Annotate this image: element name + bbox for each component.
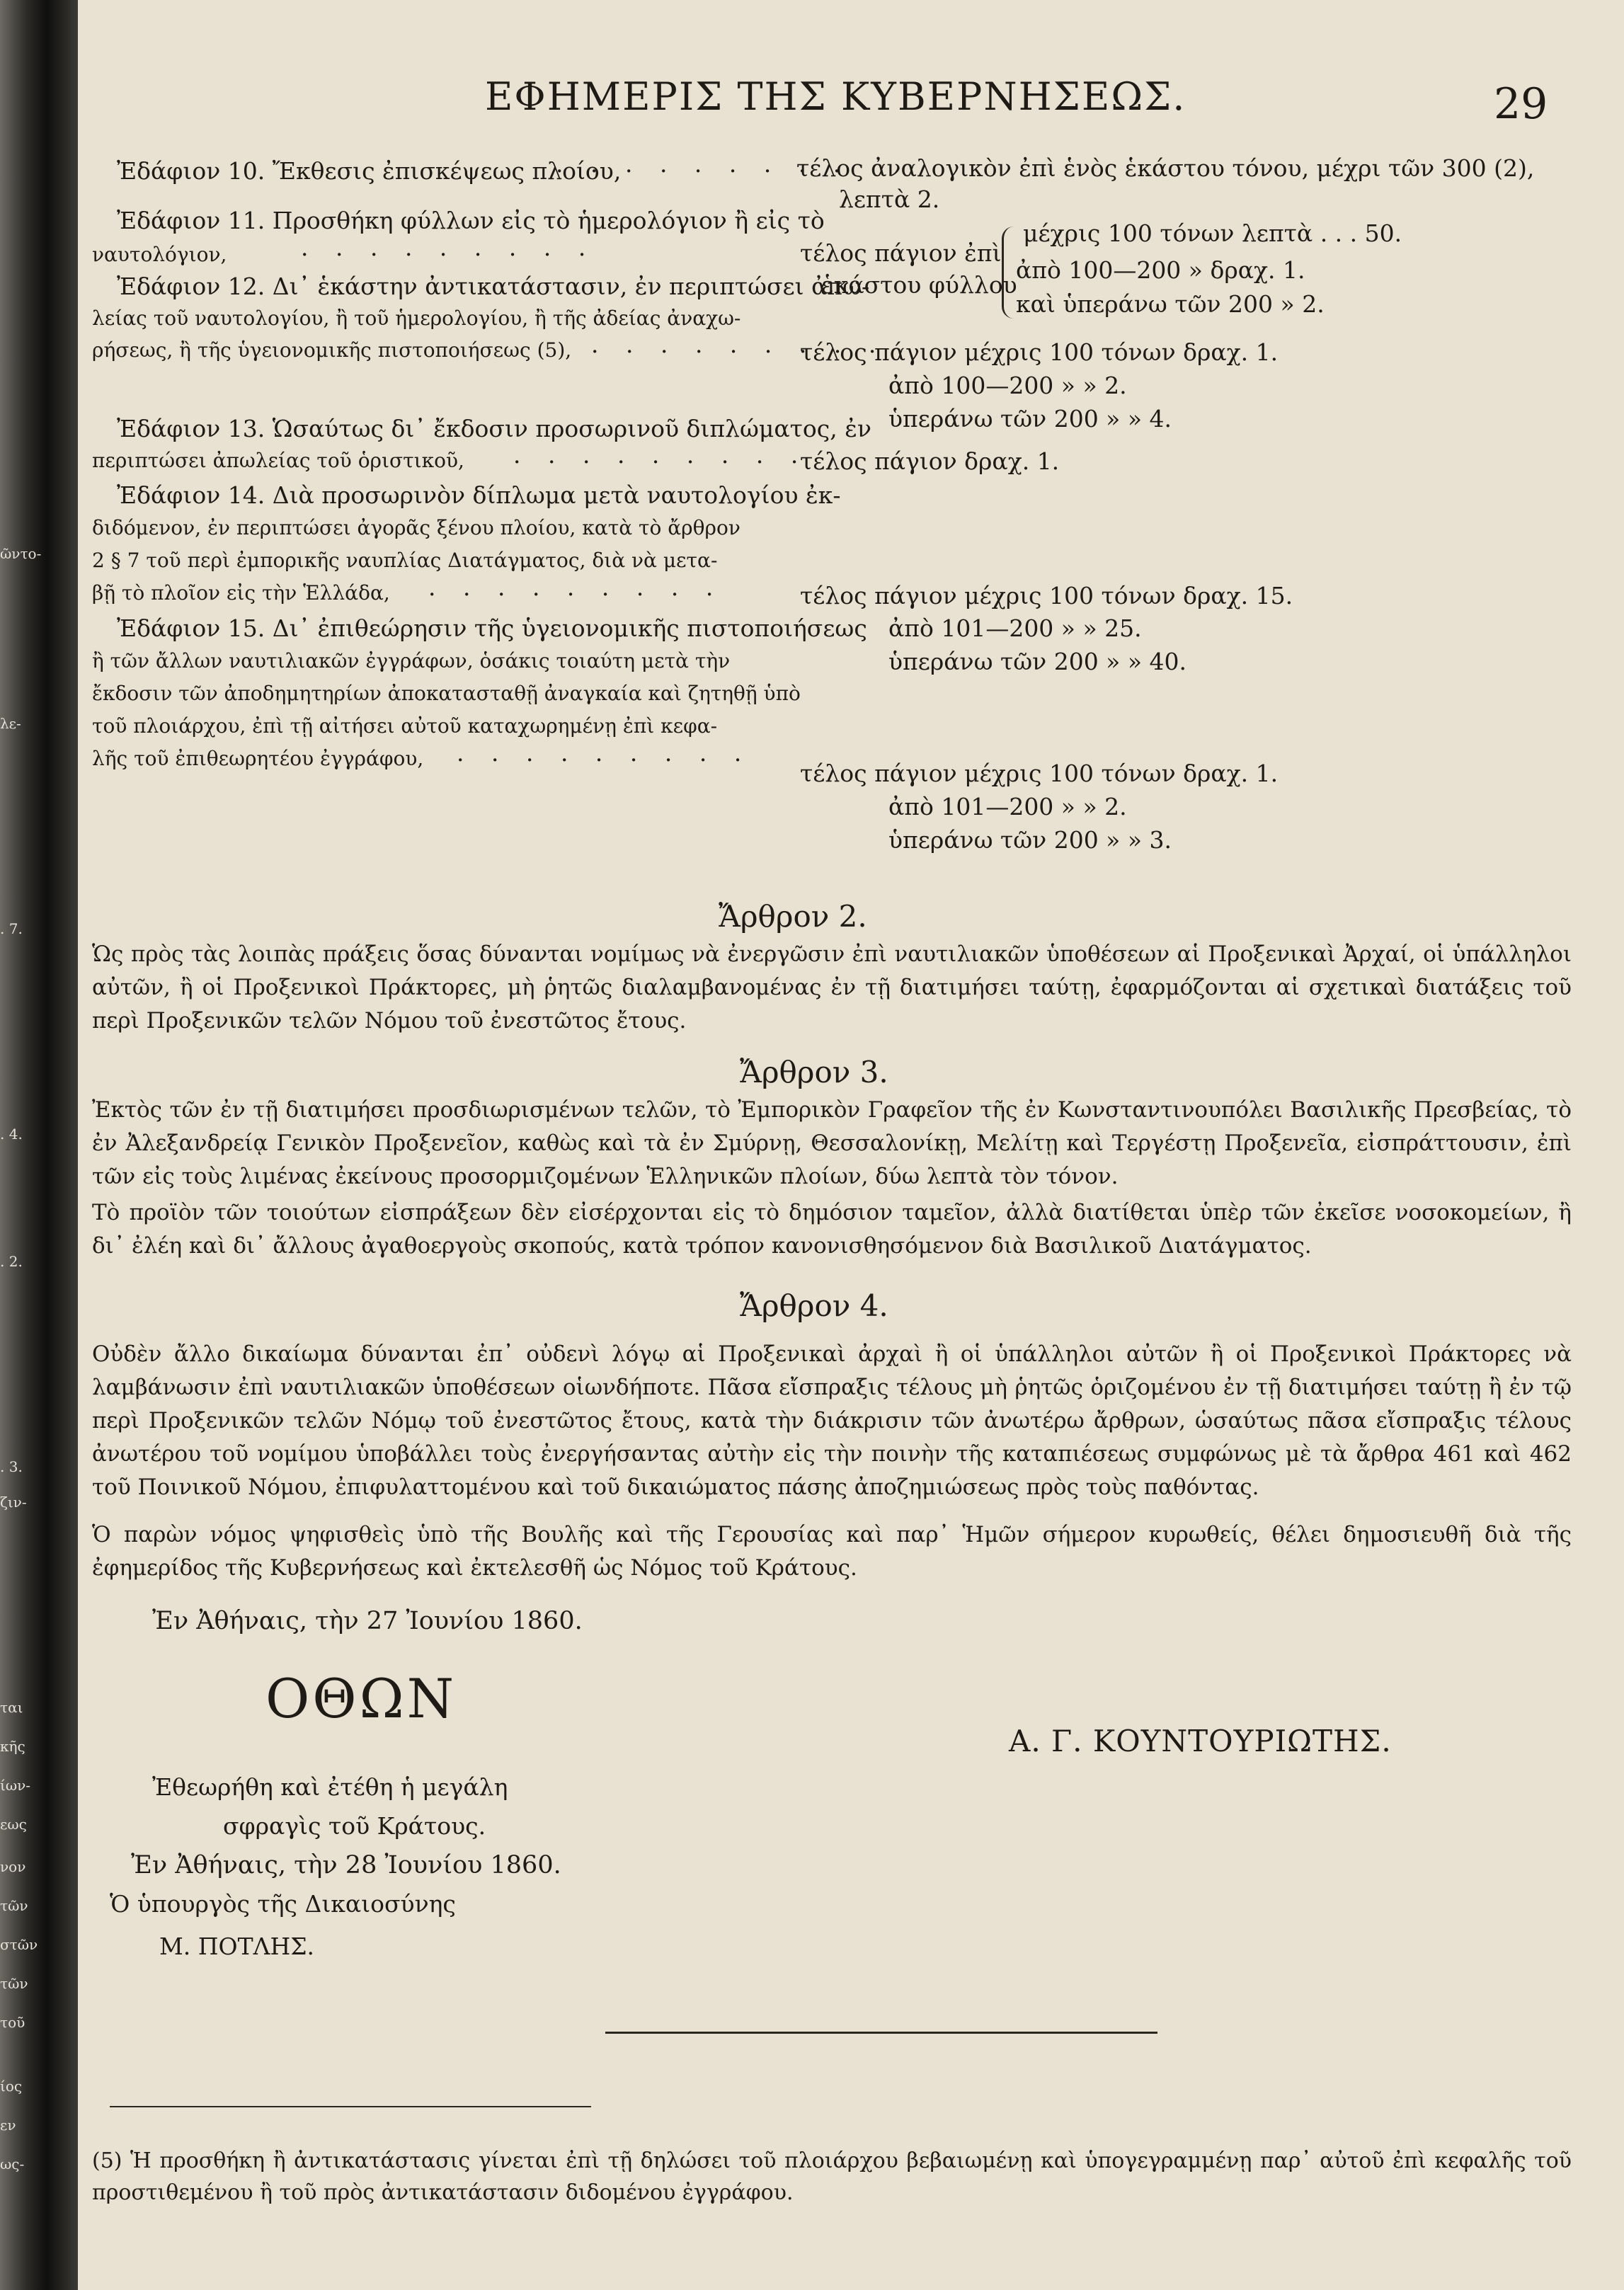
entry-15-label-cont: τοῦ πλοιάρχου, ἐπὶ τῇ αἰτήσει αὐτοῦ καταχωρημένῃ ἐπὶ κεφα- [92, 714, 718, 738]
dot-leader: · · · · · · · · · [428, 580, 724, 608]
entry-14-label-cont: 2 § 7 τοῦ περὶ ἐμπορικῆς ναυπλίας Διατάγματος, διὰ νὰ μετα- [92, 549, 718, 572]
entry-15-rate-3: ὑπεράνω τῶν 200 » » 3. [888, 826, 1172, 854]
minister-signature: Α. Γ. ΚΟΥΝΤΟΥΡΙΩΤΗΣ. [1009, 1724, 1392, 1758]
entry-13-label: Ἐδάφιον 13. Ὡσαύτως δι᾽ ἔκδοσιν προσωρινοῦ διπλώματος, ἐν [117, 415, 871, 442]
seal-note-line-1: Ἐθεωρήθη καὶ ἐτέθη ἡ μεγάλη [152, 1773, 508, 1801]
minister-name: Μ. ΠΟΤΛΗΣ. [159, 1933, 315, 1960]
entry-15-label-cont: ἔκδοσιν τῶν ἀποδημητηρίων ἀποκατασταθῇ ἀναγκαία καὶ ζητηθῇ ὑπὸ [92, 682, 801, 705]
entry-15-label: Ἐδάφιον 15. Δι᾽ ἐπιθεώρησιν τῆς ὑγειονομικῆς πιστοποιήσεως [117, 614, 867, 642]
entry-13-label-cont: περιπτώσει ἀπωλείας τοῦ ὁριστικοῦ, [92, 449, 464, 472]
margin-fragment: . 2. [0, 1253, 23, 1270]
article-3-title: Ἄρθρον 3. [740, 1055, 888, 1089]
entry-12-label: Ἐδάφιον 12. Δι᾽ ἑκάστην ἀντικατάστασιν, ἐν περιπτώσει ἀπω- [117, 273, 870, 300]
margin-fragment: τῶν [0, 1975, 28, 1992]
dot-leader: · · · · · · · · · [301, 241, 596, 268]
margin-fragment: ῶντο- [0, 545, 42, 562]
margin-fragment: εν [0, 2117, 16, 2134]
margin-fragment: στῶν [0, 1936, 38, 1953]
separator-rule [605, 2032, 1157, 2034]
entry-14-label-cont: διδόμενον, ἐν περιπτώσει ἀγορᾶς ξένου πλοίου, κατὰ τὸ ἄρθρον [92, 516, 740, 539]
article-2-title: Ἄρθρον 2. [719, 899, 867, 934]
dot-leader: · · · · · · · · · [591, 338, 886, 365]
margin-fragment: . 7. [0, 920, 23, 937]
article-4-title: Ἄρθρον 4. [740, 1288, 888, 1323]
entry-11-rate-3: καὶ ὑπεράνω τῶν 200 » 2. [1016, 290, 1325, 318]
newspaper-page [88, 0, 1607, 2290]
footnote-rule [110, 2106, 591, 2107]
footnote: (5) Ἡ προσθήκη ἢ ἀντικατάστασις γίνεται ἐπὶ τῇ δηλώσει τοῦ πλοιάρχου βεβαιωμένῃ καὶ ὑπογεγραμμένῃ παρ᾽ αὐτοῦ ἐπὶ κεφαλῆς τοῦ προστιθεμένου ἢ τοῦ πρὸς ἀντικατάστασιν διδομένου ἐγγράφου. [92, 2148, 1572, 2205]
article-3-paragraph-2: Τὸ προϊὸν τῶν τοιούτων εἰσπράξεων δὲν εἰσέρχονται εἰς τὸ δημόσιον ταμεῖον, ἀλλὰ διατίθεται ὑπὲρ τῶν ἐκεῖσε νοσοκομείων, ἢ δι᾽ ἐλέη καὶ δι᾽ ἄλλους ἀγαθοεργοὺς σκοπούς, κατὰ τρόπον κανονισθησόμενον διὰ Βασιλικοῦ Διατάγματος. [92, 1200, 1572, 1259]
margin-fragment: νον [0, 1858, 26, 1875]
page-number: 29 [1494, 79, 1548, 129]
margin-fragment: ίος [0, 2078, 23, 2095]
entry-15-rate-1: τέλος πάγιον μέχρις 100 τόνων δραχ. 1. [800, 760, 1279, 787]
minister-title: Ὁ ὑπουργὸς τῆς Δικαιοσύνης [110, 1890, 456, 1918]
entry-11-label-cont: ναυτολόγιον, [92, 243, 227, 266]
signing-date: Ἐν Ἀθήναις, τὴν 27 Ἰουνίου 1860. [152, 1607, 583, 1635]
article-3-paragraph-1: Ἐκτὸς τῶν ἐν τῇ διατιμήσει προσδιωρισμένων τελῶν, τὸ Ἐμπορικὸν Γραφεῖον τῆς ἐν Κωνσταντινουπόλει Βασιλικῆς Πρεσβείας, τὸ ἐν Ἀλεξανδρείᾳ Γενικὸν Προξενεῖον, καθὼς καὶ τὰ ἐν Σμύρνῃ, Θεσσαλονίκῃ, Μελίτῃ καὶ Τεργέστῃ Προξενεῖα, εἰσπράττουσιν, ἐπὶ τῶν εἰς τοὺς λιμένας ἐκείνους προσορμιζομένων Ἑλληνικῶν πλοίων, δύω λεπτὰ τὸν τόνον. [92, 1097, 1572, 1189]
margin-fragment: τῶν [0, 1897, 28, 1914]
dot-leader: · · · · · · · · · [457, 746, 752, 774]
article-4-paragraph-1: Οὐδὲν ἄλλο δικαίωμα δύνανται ἐπ᾽ οὐδενὶ λόγῳ αἱ Προξενικαὶ ἀρχαὶ ἢ οἱ ὑπάλληλοι αὐτῶν ἢ οἱ Προξενικοὶ Πράκτορες νὰ λαμβάνωσιν ἐπὶ ναυτιλιακῶν ὑποθέσεων οἱωνδήποτε. Πᾶσα εἴσπραξις τέλους μὴ ῥητῶς ὁριζομένου ἐν τῇ διατιμήσει ταύτῃ ἢ ἐν τῷ περὶ Προξενικῶν τελῶν Νόμῳ τοῦ ἐνεστῶτος ἔτους, κατὰ τὴν διάκρισιν τῶν ἀνωτέρω ἄρθρων, ὡσαύτως πᾶσα εἴσπραξις τέλους ἀνωτέρου τοῦ νομίμου ὑποβάλλει τοὺς ἐνεργήσαντας αὐτὴν εἰς τὴν ποινὴν τῆς καταπιέσεως συμφώνως μὲ τὰ ἄρθρα 461 καὶ 462 τοῦ Ποινικοῦ Νόμου, ἐπιφυλαττομένου καὶ τοῦ δικαιώματος πάσης ἀποζημιώσεως πρὸς τοὺς παθόντας. [92, 1341, 1572, 1500]
margin-fragment: ίων- [0, 1777, 31, 1794]
entry-11-label: Ἐδάφιον 11. Προσθήκη φύλλων εἰς τὸ ἡμερολόγιον ἢ εἰς τὸ [117, 207, 825, 234]
entry-14-rate-2: ἀπὸ 101—200 » » 25. [888, 614, 1142, 642]
entry-15-label-cont: λῆς τοῦ ἐπιθεωρητέου ἐγγράφου, [92, 747, 424, 770]
entry-12-label-cont: ρήσεως, ἢ τῆς ὑγειονομικῆς πιστοποιήσεως (5), [92, 338, 572, 362]
entry-11-fee-a: τέλος πάγιον ἐπὶ [800, 239, 1002, 267]
entry-11-rate-1: μέχρις 100 τόνων λεπτὰ . . . 50. [1023, 219, 1402, 247]
margin-fragment: εως [0, 1816, 27, 1833]
entry-10-fee-cont: λεπτὰ 2. [839, 185, 940, 213]
entry-14-rate-3: ὑπεράνω τῶν 200 » » 40. [888, 648, 1187, 675]
entry-12-rate-3: ὑπεράνω τῶν 200 » » 4. [888, 405, 1172, 433]
dot-leader: · · · · · · · · · [513, 448, 808, 476]
entry-12-label-cont: λείας τοῦ ναυτολογίου, ἢ τοῦ ἡμερολογίου, ἢ τῆς ἀδείας ἀναχω- [92, 307, 741, 330]
entry-13-rate-1: τέλος πάγιον δραχ. 1. [800, 447, 1060, 475]
king-signature: ΟΘΩΝ [265, 1667, 457, 1730]
margin-fragment: . 3. [0, 1458, 23, 1475]
entry-15-rate-2: ἀπὸ 101—200 » » 2. [888, 793, 1127, 820]
margin-fragment: κῆς [0, 1738, 25, 1755]
margin-fragment: λε- [0, 715, 21, 732]
article-2-body: Ὡς πρὸς τὰς λοιπὰς πράξεις ὅσας δύνανται νομίμως νὰ ἐνεργῶσιν ἐπὶ ναυτιλιακῶν ὑποθέσεων αἱ Προξενικαὶ Ἀρχαί, οἱ ὑπάλληλοι αὐτῶν, ἢ οἱ Προξενικοὶ Πράκτορες, μὴ ῥητῶς διαλαμβανομένας ἐν τῇ διατιμήσει ταύτῃ, ἐφαρμόζονται αἱ σχετικαὶ διατάξεις τοῦ περὶ Προξενικῶν τελῶν Νόμου τοῦ ἐνεστῶτος ἔτους. [92, 941, 1572, 1034]
entry-12-rate-1: τέλος πάγιον μέχρις 100 τόνων δραχ. 1. [800, 338, 1279, 366]
entry-14-label: Ἐδάφιον 14. Διὰ προσωρινὸν δίπλωμα μετὰ ναυτολογίου ἐκ- [117, 481, 841, 509]
entry-10-fee: τέλος ἀναλογικὸν ἐπὶ ἑνὸς ἑκάστου τόνου, μέχρι τῶν 300 (2), [796, 154, 1535, 182]
article-4-paragraph-2: Ὁ παρὼν νόμος ψηφισθεὶς ὑπὸ τῆς Βουλῆς καὶ τῆς Γερουσίας καὶ παρ᾽ Ἡμῶν σήμερον κυρωθείς, θέλει δημοσιευθῆ διὰ τῆς ἐφημερίδος τῆς Κυβερνήσεως καὶ ἐκτελεσθῆ ὡς Νόμος τοῦ Κράτους. [92, 1522, 1572, 1581]
entry-10-label: Ἐδάφιον 10. Ἔκθεσις ἐπισκέψεως πλοίου, [117, 157, 622, 185]
dot-leader: · · · · · · · · · [556, 157, 851, 185]
seal-note-line-2: σφραγὶς τοῦ Κράτους. [223, 1812, 486, 1840]
brace [1002, 227, 1014, 319]
margin-fragment: ται [0, 1699, 23, 1716]
entry-11-fee-b: ἑκάστου φύλλου [821, 271, 1017, 299]
margin-fragment: τοῦ [0, 2014, 25, 2031]
margin-fragment: ως- [0, 2156, 25, 2172]
sealing-date: Ἐν Ἀθήναις, τὴν 28 Ἰουνίου 1860. [131, 1851, 561, 1879]
entry-14-label-cont: βῇ τὸ πλοῖον εἰς τὴν Ἑλλάδα, [92, 581, 390, 605]
entry-15-label-cont: ἢ τῶν ἄλλων ναυτιλιακῶν ἐγγράφων, ὁσάκις τοιαύτη μετὰ τὴν [92, 649, 731, 672]
running-header: ΕΦΗΜΕΡΙΣ ΤΗΣ ΚΥΒΕΡΝΗΣΕΩΣ. [485, 74, 1186, 119]
margin-fragment: ζιν- [0, 1494, 27, 1511]
entry-12-rate-2: ἀπὸ 100—200 » » 2. [888, 372, 1127, 399]
entry-11-rate-2: ἀπὸ 100—200 » δραχ. 1. [1016, 256, 1305, 284]
entry-14-rate-1: τέλος πάγιον μέχρις 100 τόνων δραχ. 15. [800, 582, 1293, 609]
margin-fragment: . 4. [0, 1126, 23, 1143]
